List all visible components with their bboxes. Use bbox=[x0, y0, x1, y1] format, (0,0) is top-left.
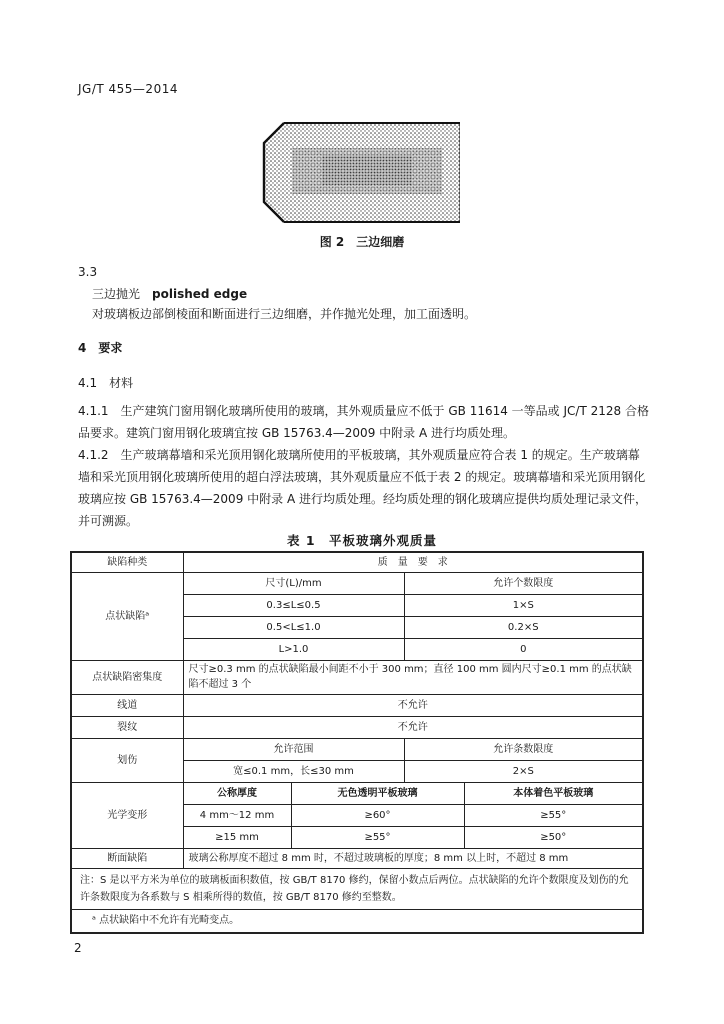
table-note: 注：S 是以平方米为单位的玻璃板面积数值，按 GB/T 8170 修约，保留小数点后两位。点状缺陷的允许个数限度及划伤的允许条数限度为各系数与 S 相乘所得的数值，按 GB/T 8170 修约至整数。 bbox=[71, 868, 643, 909]
point-limit-value: 0.2×S bbox=[404, 616, 643, 638]
crack-requirement: 不允许 bbox=[183, 716, 643, 738]
point-limit-header: 允许个数限度 bbox=[404, 572, 643, 594]
term-definition: 对玻璃板边部倒棱面和断面进行三边细磨，并作抛光处理，加工面透明。 bbox=[92, 307, 477, 321]
table-row bbox=[71, 716, 643, 738]
page-number: 2 bbox=[74, 941, 82, 955]
section-4-1-heading: 4.1 材料 bbox=[78, 376, 134, 390]
point-size-header: 尺寸(L)/mm bbox=[183, 572, 404, 594]
table-row bbox=[71, 738, 643, 760]
optical-tinted-value: ≥50° bbox=[464, 826, 643, 848]
term-en: polished edge bbox=[152, 287, 248, 301]
scratch-limit-header: 允许条数限度 bbox=[404, 738, 643, 760]
table-header-row bbox=[71, 552, 643, 572]
scratch-range-header: 允许范围 bbox=[183, 738, 404, 760]
optical-thickness-header: 公称厚度 bbox=[183, 782, 291, 804]
edge-defect-label: 断面缺陷 bbox=[71, 848, 183, 868]
table-row bbox=[71, 572, 643, 594]
term-heading bbox=[92, 285, 247, 302]
header-quality-requirement: 质 量 要 求 bbox=[183, 552, 643, 572]
optical-tinted-value: ≥55° bbox=[464, 804, 643, 826]
table-row bbox=[71, 660, 643, 694]
crack-label: 裂纹 bbox=[71, 716, 183, 738]
line-defect-label: 线道 bbox=[71, 694, 183, 716]
document-code: JG/T 455—2014 bbox=[78, 82, 178, 96]
term-cn: 三边抛光 bbox=[92, 287, 141, 301]
line-defect-requirement: 不允许 bbox=[183, 694, 643, 716]
paragraph-4-1-1: 4.1.1 生产建筑门窗用钢化玻璃所使用的玻璃，其外观质量应不低于 GB 11614 一等品或 JC/T 2128 合格品要求。建筑门窗用钢化玻璃宜按 GB 15763.4—2009 中附录 A 进行均质处理。 bbox=[78, 404, 649, 440]
glass-appearance-table bbox=[70, 551, 644, 934]
point-limit-value: 1×S bbox=[404, 594, 643, 616]
point-defect-label: 点状缺陷ᵃ bbox=[71, 572, 183, 660]
point-limit-value: 0 bbox=[404, 638, 643, 660]
optical-clear-value: ≥60° bbox=[291, 804, 464, 826]
optical-clear-value: ≥55° bbox=[291, 826, 464, 848]
header-defect-type: 缺陷种类 bbox=[71, 552, 183, 572]
table-caption: 表 1 平板玻璃外观质量 bbox=[286, 533, 438, 548]
point-size-value: L>1.0 bbox=[183, 638, 404, 660]
edge-defect-requirement: 玻璃公称厚度不超过 8 mm 时，不超过玻璃板的厚度；8 mm 以上时，不超过 8 mm bbox=[183, 848, 643, 868]
table-note-row bbox=[71, 868, 643, 909]
density-requirement: 尺寸≥0.3 mm 的点状缺陷最小间距不小于 300 mm；直径 100 mm 圆内尺寸≥0.1 mm 的点状缺陷不超过 3 个 bbox=[183, 660, 643, 694]
table-row bbox=[71, 782, 643, 804]
density-label: 点状缺陷密集度 bbox=[71, 660, 183, 694]
scratch-limit-value: 2×S bbox=[404, 760, 643, 782]
scratch-label: 划伤 bbox=[71, 738, 183, 782]
optical-label: 光学变形 bbox=[71, 782, 183, 848]
scratch-range-value: 宽≤0.1 mm，长≤30 mm bbox=[183, 760, 404, 782]
section-4-heading: 4 要求 bbox=[78, 341, 123, 355]
table-footnote-row bbox=[71, 909, 643, 933]
point-size-value: 0.3≤L≤0.5 bbox=[183, 594, 404, 616]
figure-caption: 图 2 三边细磨 bbox=[319, 235, 405, 249]
paragraph-4-1-2: 4.1.2 生产玻璃幕墙和采光顶用钢化玻璃所使用的平板玻璃，其外观质量应符合表 1 的规定。生产玻璃幕墙和采光顶用钢化玻璃所使用的超白浮法玻璃，其外观质量应不低于表 2 的规定。玻璃幕墙和采光顶用钢化玻璃应按 GB 15763.4—2009 中附录 A 进行均质处理。经均质处理的钢化玻璃应提供均质处理记录文件，并可溯源。 bbox=[78, 448, 647, 528]
point-size-value: 0.5<L≤1.0 bbox=[183, 616, 404, 638]
optical-thickness-value: 4 mm～12 mm bbox=[183, 804, 291, 826]
table-footnote: ᵃ 点状缺陷中不允许有光畸变点。 bbox=[71, 909, 643, 933]
optical-clear-header: 无色透明平板玻璃 bbox=[291, 782, 464, 804]
optical-thickness-value: ≥15 mm bbox=[183, 826, 291, 848]
edge-grinding-figure bbox=[262, 120, 460, 228]
table-row bbox=[71, 694, 643, 716]
optical-tinted-header: 本体着色平板玻璃 bbox=[464, 782, 643, 804]
section-number-3-3: 3.3 bbox=[78, 265, 98, 279]
table-row bbox=[71, 848, 643, 868]
